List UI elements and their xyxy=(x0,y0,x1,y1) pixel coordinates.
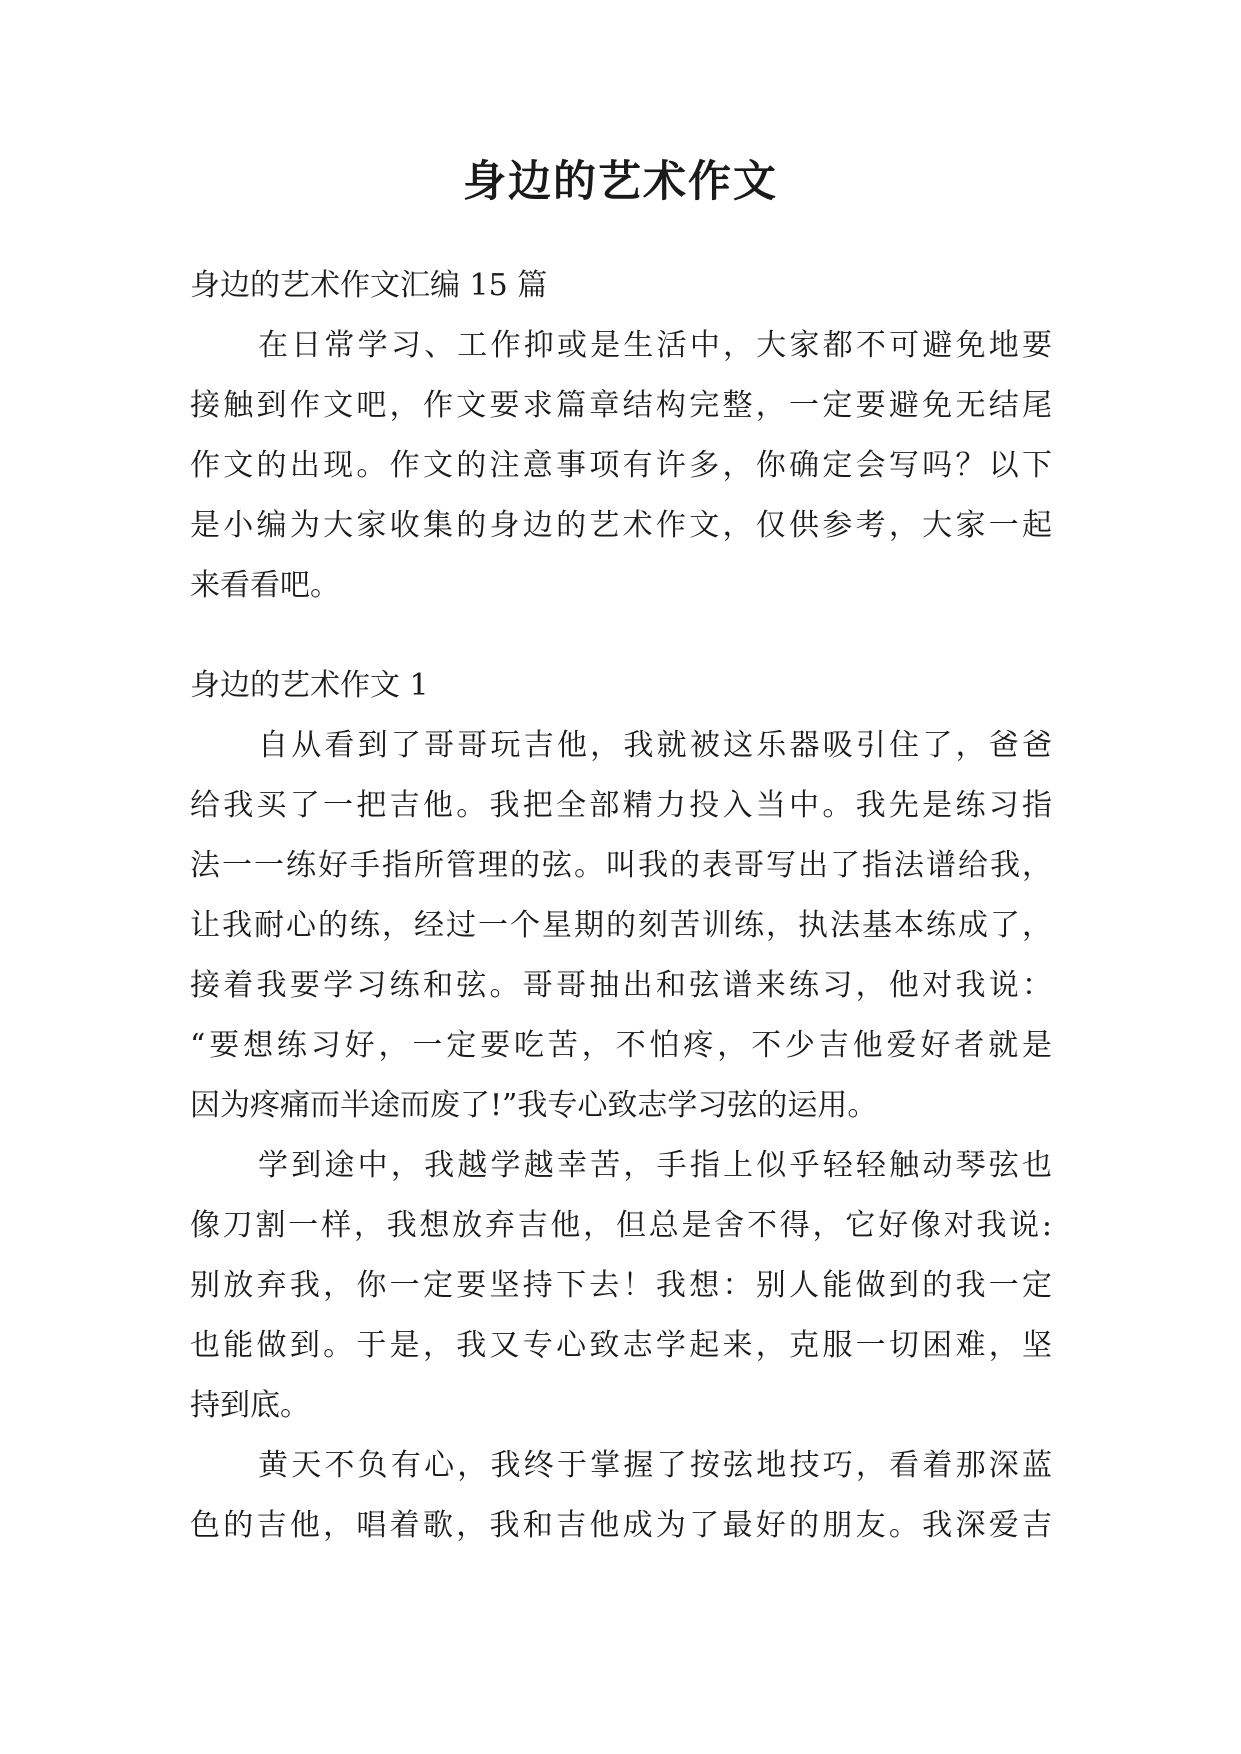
intro-line: 是小编为大家收集的身边的艺术作文，仅供参考，大家一起 xyxy=(190,508,1052,543)
intro-heading: 身边的艺术作文汇编 15 篇 xyxy=(190,268,548,303)
section-spacer xyxy=(190,616,1052,656)
paragraph-line: 因为疼痛而半途而废了!”我专心致志学习弦的运用。 xyxy=(190,1088,878,1123)
paragraph-line: 自从看到了哥哥玩吉他，我就被这乐器吸引住了，爸爸 xyxy=(258,728,1052,763)
paragraph-1 xyxy=(190,716,1052,1136)
paragraph-line: 让我耐心的练，经过一个星期的刻苦训练，执法基本练成了， xyxy=(190,908,1052,943)
paragraph-line: 色的吉他，唱着歌，我和吉他成为了最好的朋友。我深爱吉 xyxy=(190,1508,1052,1543)
paragraph-line: 接着我要学习练和弦。哥哥抽出和弦谱来练习，他对我说： xyxy=(190,968,1052,1003)
paragraph-line: 别放弃我，你一定要坚持下去！我想：别人能做到的我一定 xyxy=(190,1268,1052,1303)
paragraph-line: 给我买了一把吉他。我把全部精力投入当中。我先是练习指 xyxy=(190,788,1052,823)
section-heading: 身边的艺术作文 1 xyxy=(190,668,429,703)
paragraph-line: “要想练习好，一定要吃苦，不怕疼，不少吉他爱好者就是 xyxy=(190,1028,1052,1063)
paragraph-2 xyxy=(190,1136,1052,1436)
paragraph-line: 学到途中，我越学越幸苦，手指上似乎轻轻触动琴弦也 xyxy=(258,1148,1052,1183)
paragraph-line: 像刀割一样，我想放弃吉他，但总是舍不得，它好像对我说: xyxy=(190,1208,1052,1243)
intro-line: 在日常学习、工作抑或是生活中，大家都不可避免地要 xyxy=(258,328,1052,363)
paragraph-line: 也能做到。于是，我又专心致志学起来，克服一切困难，坚 xyxy=(190,1328,1052,1363)
paragraph-line: 持到底。 xyxy=(190,1388,310,1423)
document-title: 身边的艺术作文 xyxy=(463,157,778,207)
intro-line: 接触到作文吧，作文要求篇章结构完整，一定要避免无结尾 xyxy=(190,388,1052,423)
intro-line: 来看看吧。 xyxy=(190,568,340,603)
intro-paragraph xyxy=(190,316,1052,616)
paragraph-line: 法一一练好手指所管理的弦。叫我的表哥写出了指法谱给我， xyxy=(190,848,1052,883)
paragraph-3 xyxy=(190,1436,1052,1556)
intro-line: 作文的出现。作文的注意事项有许多，你确定会写吗？以下 xyxy=(190,448,1052,483)
document-body xyxy=(190,256,1052,1556)
paragraph-line: 黄天不负有心，我终于掌握了按弦地技巧，看着那深蓝 xyxy=(258,1448,1052,1483)
